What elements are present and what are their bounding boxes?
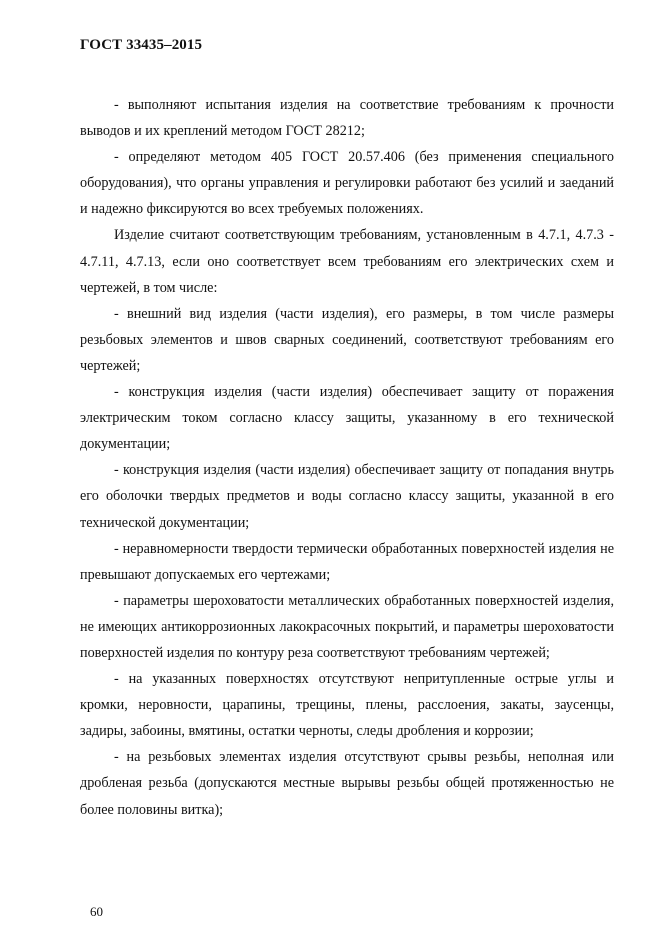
paragraph-bend-strength-test: - выполняют испытания изделия на соответствие требованиям к прочности выводов и их креплений методом ГОСТ 28212; [80, 97, 614, 140]
document-body [80, 92, 614, 823]
paragraph-hardness-uniformity: - неравномерности твердости термически обработанных поверхностей изделия не превышают допускаемых его чертежами; [80, 540, 614, 583]
paragraph-appearance-dimensions: - внешний вид изделия (части изделия), его размеры, в том числе размеры резьбовых элементов и швов сварных соединений, соответствуют требованиям его чертежей; [80, 305, 614, 374]
document-header: ГОСТ 33435–2015 [80, 37, 203, 53]
paragraph-controls-check: - определяют методом 405 ГОСТ 20.57.406 (без применения специального оборудования), что органы управления и регулировки работают без усилий и заеданий и надежно фиксируются во всех требуемых положениях. [80, 149, 614, 218]
paragraph-ingress-protection: - конструкция изделия (части изделия) обеспечивает защиту от попадания внутрь его оболочки твердых предметов и воды согласно классу защиты, указанной в его технической документации; [80, 462, 614, 531]
paragraph-thread-defects: - на резьбовых элементах изделия отсутствуют срывы резьбы, неполная или дробленая резьба (допускаются местные вырывы резьбы общей протяженностью не более половины витка); [80, 749, 614, 818]
paragraph-surface-roughness: - параметры шероховатости металлических обработанных поверхностей изделия, не имеющих антикоррозионных лакокрасочных покрытий, и параметры шероховатости поверхностей изделия по контуру реза соответствуют требованиям чертежей; [80, 592, 614, 661]
page-number: 60 [90, 904, 103, 919]
paragraph-shock-protection: - конструкция изделия (части изделия) обеспечивает защиту от поражения электрическим током согласно классу защиты, указанному в его технической документации; [80, 384, 614, 453]
paragraph-compliance-intro: Изделие считают соответствующим требованиям, установленным в 4.7.1, 4.7.3 - 4.7.11, 4.7.13, если оно соответствует всем требованиям его электрических схем и чертежей, в том числе: [80, 227, 614, 296]
paragraph-surface-defects: - на указанных поверхностях отсутствуют непритупленные острые углы и кромки, неровности, царапины, трещины, плены, расслоения, закаты, заусенцы, задиры, забоины, вмятины, остатки черноты, следы дробления и коррозии; [80, 671, 614, 740]
